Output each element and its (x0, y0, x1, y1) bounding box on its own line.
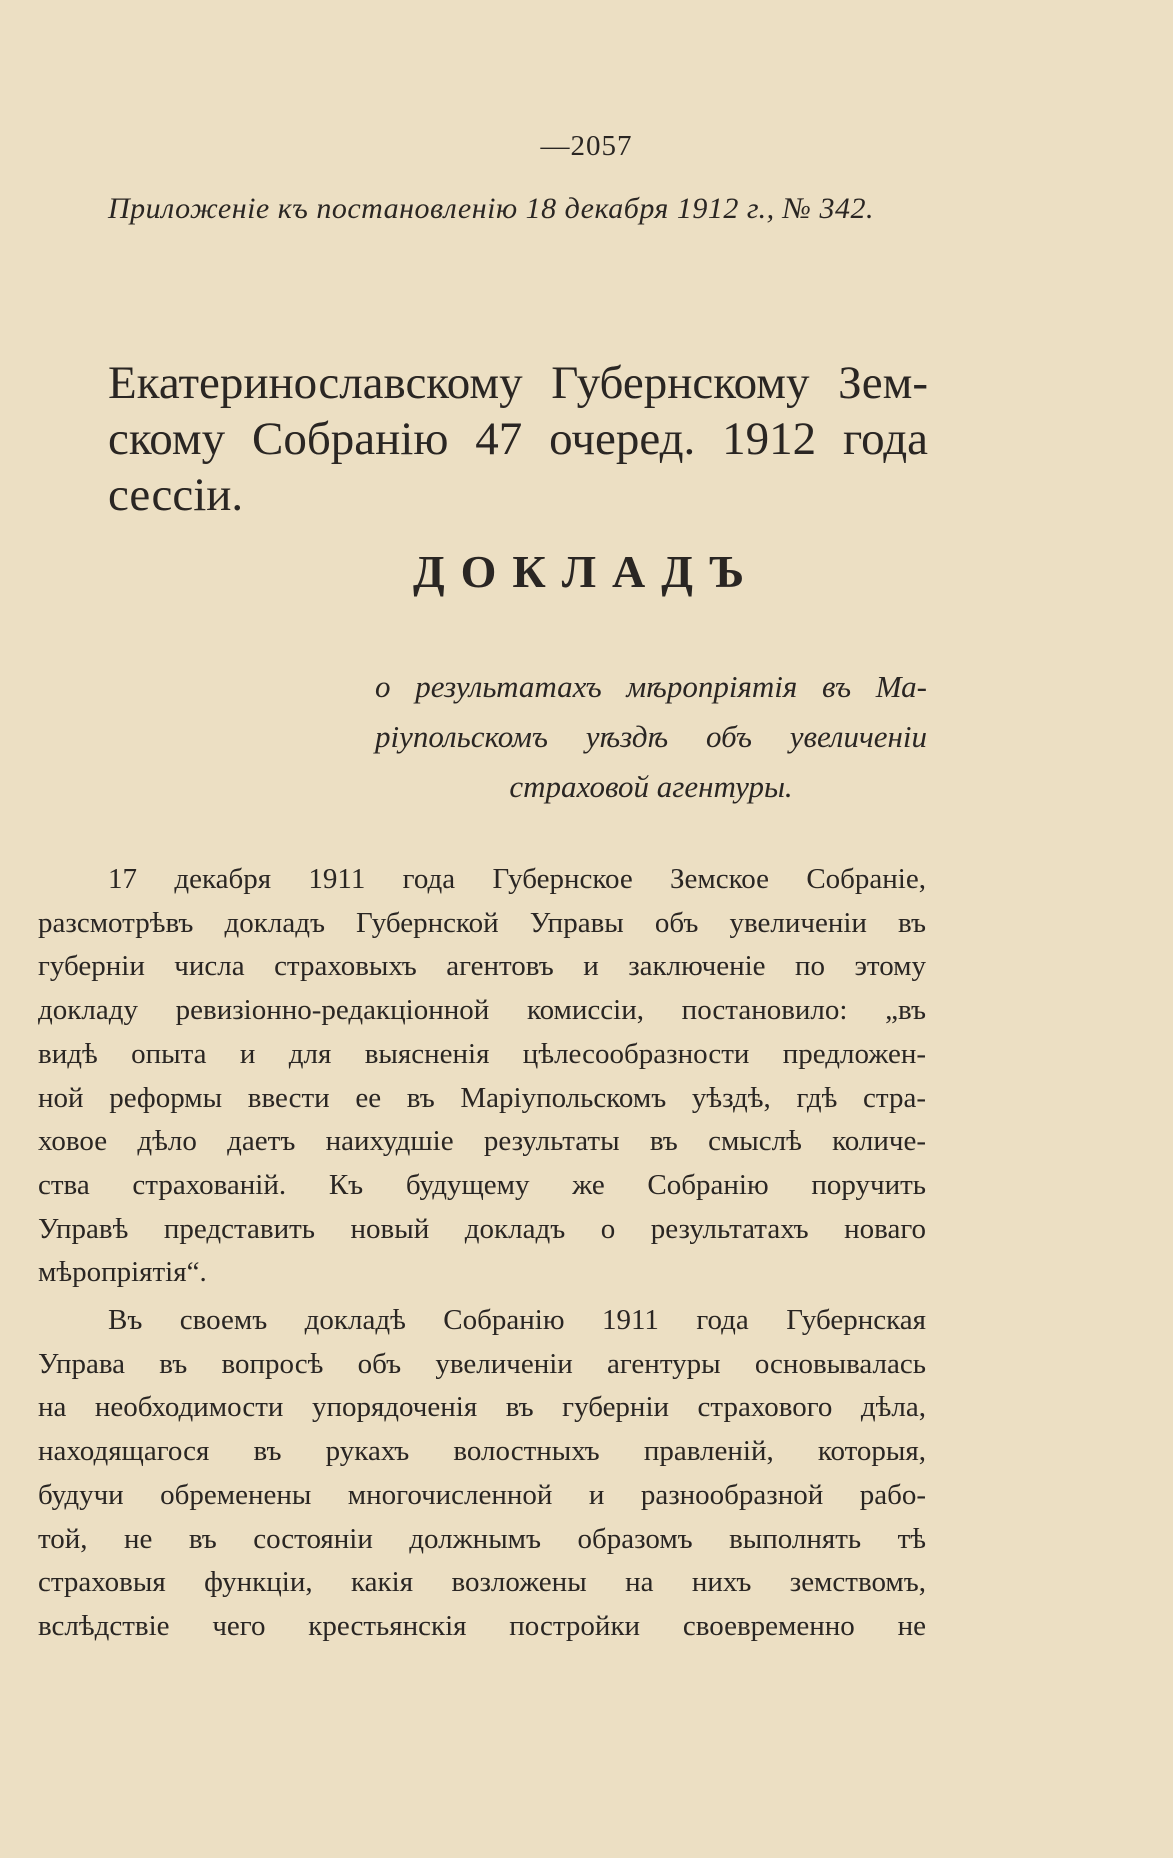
text-line: 17 декабря 1911 года Губернское Земское Собраніе, (108, 863, 926, 895)
text-line: ства страхованій. Къ будущему же Собранію поручить (38, 1168, 926, 1201)
text-line: ной реформы ввести ее въ Маріупольскомъ уѣздѣ, гдѣ стра- (38, 1081, 926, 1114)
text-line: Управѣ представить новый докладъ о результатахъ новаго (38, 1212, 926, 1245)
paragraph-1 (38, 858, 926, 1295)
text-line: Управа въ вопросѣ объ увеличеніи агентуры основывалась (38, 1347, 926, 1380)
text-line: разсмотрѣвъ докладъ Губернской Управы объ увеличеніи въ (38, 906, 926, 939)
report-subject (375, 662, 927, 812)
report-title: ДОКЛАДЪ (412, 546, 761, 597)
body-text (38, 858, 926, 1649)
addressee-line: скому Собранію 47 очеред. 1912 года сессіи. (108, 413, 928, 521)
text-line: Въ своемъ докладѣ Собранію 1911 года Губернская (108, 1304, 926, 1337)
addressee-heading (108, 355, 928, 523)
text-line: находящагося въ рукахъ волостныхъ правленій, которыя, (38, 1435, 926, 1468)
text-line: вслѣдствіе чего крестьянскія постройки своевременно не (38, 1609, 926, 1642)
subject-line: о результатахъ мѣропріятія въ Ма- (375, 669, 927, 704)
text-line: будучи обременены многочисленной и разнообразной рабо- (38, 1478, 926, 1511)
text-line: страховыя функціи, какія возложены на нихъ земствомъ, (38, 1566, 926, 1599)
text-line: видѣ опыта и для выясненія цѣлесообразности предложен- (38, 1037, 926, 1070)
text-line: губерніи числа страховыхъ агентовъ и заключеніе по этому (38, 950, 926, 983)
text-line: докладу ревизіонно-редакціонной комиссіи, постановило: „въ (38, 994, 926, 1027)
text-line: мѣропріятія“. (38, 1256, 207, 1289)
text-line: ховое дѣло даетъ наихудшіе результаты въ смыслѣ количе- (38, 1125, 926, 1158)
appendix-note: Приложеніе къ постановленію 18 декабря 1912 г., № 342. (108, 192, 874, 225)
paragraph-2 (38, 1299, 926, 1649)
addressee-line: Екатеринославскому Губернскому Зем- (108, 357, 928, 409)
text-line: той, не въ состояніи должнымъ образомъ выполнять тѣ (38, 1522, 926, 1555)
subject-line: страховой агентуры. (509, 769, 793, 804)
text-line: на необходимости упорядоченія въ губерніи страхового дѣла, (38, 1391, 926, 1424)
page-number: —2057 (540, 130, 633, 162)
subject-line: ріупольскомъ уѣздѣ объ увеличеніи (375, 719, 927, 754)
